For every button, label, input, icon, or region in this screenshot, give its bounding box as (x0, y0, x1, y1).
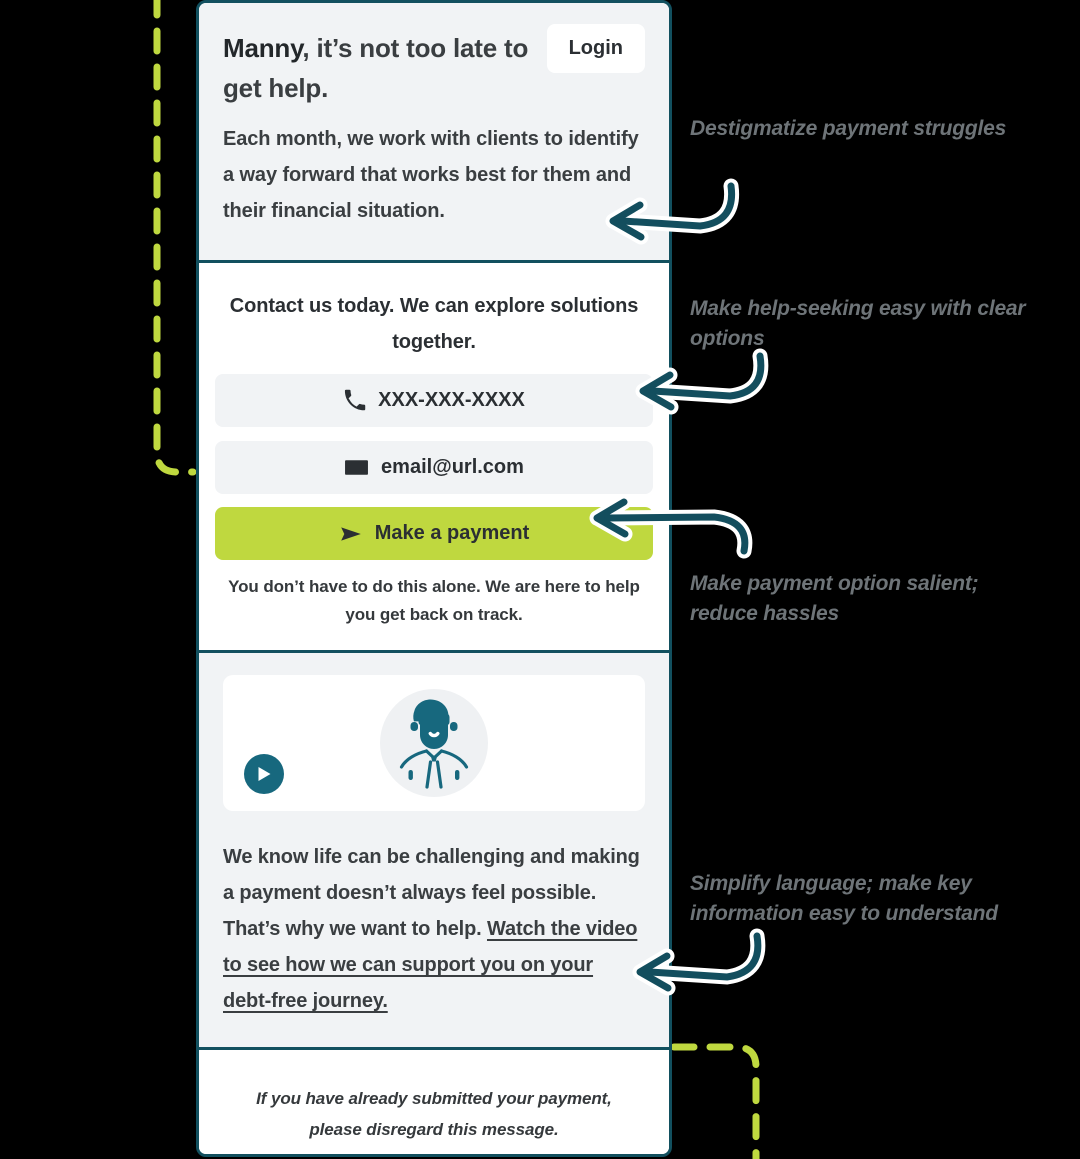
person-avatar-icon (376, 685, 492, 801)
annotation-payment-salient: Make payment option salient; reduce hassles (690, 572, 979, 626)
dashed-line-left (157, 0, 193, 472)
phone-icon (343, 389, 366, 412)
greeting-name: Manny (223, 33, 303, 63)
video-thumbnail[interactable] (223, 675, 645, 811)
video-copy (223, 839, 645, 1019)
page-title (223, 29, 553, 108)
contact-section (199, 260, 669, 650)
annotation-simplify-language: Simplify language; make key information easy to understand (690, 872, 998, 926)
footer-section (199, 1047, 669, 1157)
email-mockup-card (196, 0, 672, 1157)
email-contact-button[interactable] (215, 441, 653, 494)
header-section (199, 3, 669, 260)
email-address-label: email@url.com (381, 456, 524, 479)
contact-heading: Contact us today. We can explore solutions together. (229, 295, 639, 353)
make-a-payment-label: Make a payment (374, 522, 530, 545)
phone-number-label: XXX-XXX-XXXX (378, 389, 525, 412)
footer-disclaimer: If you have already submitted your payment, please disregard this message. (256, 1089, 612, 1139)
watch-video-link[interactable]: Watch the video to see how we can support you on your debt-free journey. (223, 918, 638, 1013)
headline-rest: , it’s not too late to get help. (223, 33, 529, 103)
login-button[interactable]: Login (547, 24, 645, 73)
video-copy-intro: We know life can be challenging and making a payment doesn’t always feel possible. That’s why we want to help. (223, 846, 640, 941)
envelope-icon (344, 455, 369, 480)
send-icon (339, 522, 363, 546)
play-icon[interactable] (244, 754, 284, 794)
contact-note: You don’t have to do this alone. We are here to help you get back on track. (228, 577, 640, 624)
make-a-payment-button[interactable] (215, 507, 653, 560)
video-section (199, 650, 669, 1047)
phone-contact-button[interactable] (215, 374, 653, 427)
annotation-help-seeking: Make help-seeking easy with clear options (690, 297, 1026, 351)
dashed-line-bottom-right (674, 1047, 756, 1159)
annotation-destigmatize: Destigmatize payment struggles (690, 117, 1007, 140)
header-body-text: Each month, we work with clients to identify a way forward that works best for them and their financial situation. (223, 128, 639, 222)
